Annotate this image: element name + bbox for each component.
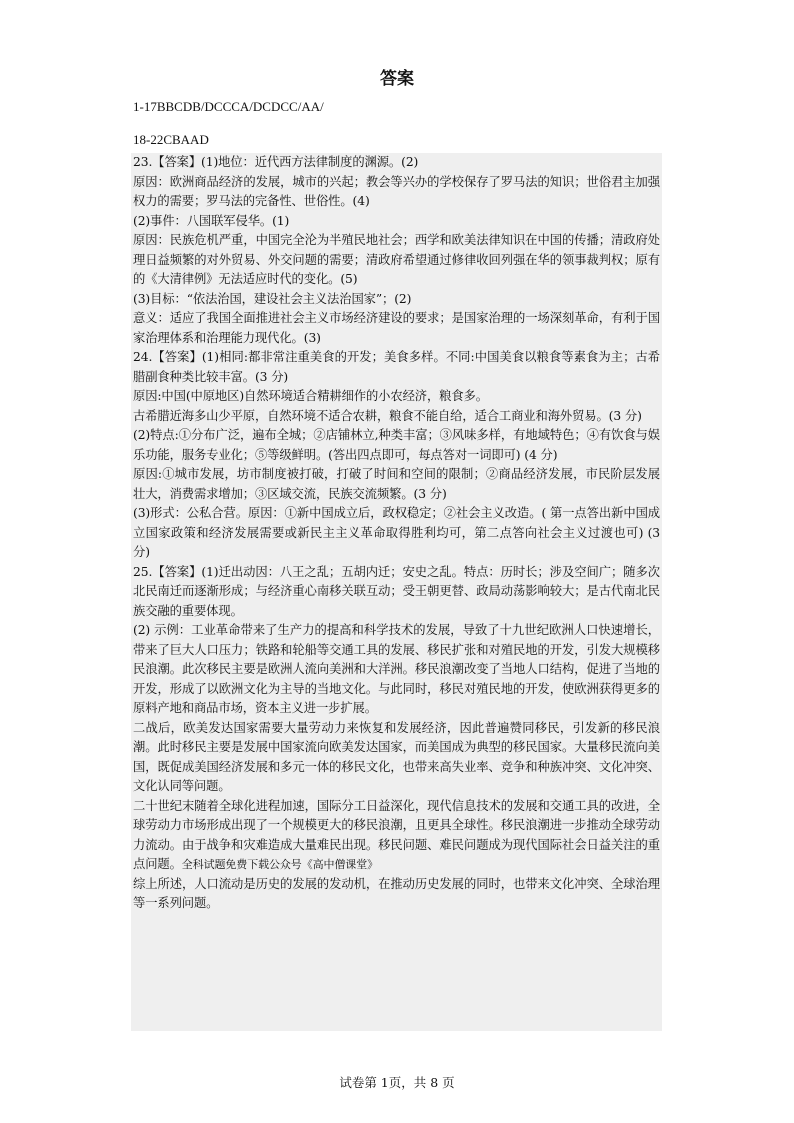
q23-part1-reason: 原因：欧洲商品经济的发展，城市的兴起；教会等兴办的学校保存了罗马法的知识；世俗君主加强权力的需要；罗马法的完备性、世俗性。(4) (133, 174, 660, 208)
page-title: 答案 (380, 69, 414, 89)
q25-conclusion: 综上所述，人口流动是历史的发展的发动机，在推动历史发展的同时，也带来文化冲突、全球治理等一系列问题。 (133, 876, 660, 910)
q24-part3-answer: (3)形式：公私合营。原因：①新中国成立后，政权稳定；②社会主义改造。( 第一点答出新中国成立国家政策和经济发展需要或新民主主义革命取得胜利均可，第二点答向社会主义过渡也可) (3 分) (133, 506, 660, 559)
q24-part2-features: (2)特点:①分布广泛，遍布全城；②店铺林立,种类丰富；③风味多样，有地域特色；④有饮食与娱乐功能，服务专业化；⑤等级鲜明。(答出四点即可，每点答对一词即可) (4 分) (133, 428, 660, 462)
q23-part1-answer: 23.【答案】(1)地位：近代西方法律制度的渊源。(2) (133, 155, 419, 169)
q24-part1-reason-china: 原因:中国(中原地区)自然环境适合精耕细作的小农经济，粮食多。 (133, 389, 488, 403)
q24-part2-reason: 原因:①城市发展，坊市制度被打破，打破了时间和空间的限制；②商品经济发展，市民阶层发展壮大，消费需求增加；③区域交流，民族交流频繁。(3 分) (133, 467, 660, 501)
q25-part2-example-3 (133, 797, 660, 875)
q25-part2-example-2: 二战后，欧美发达国家需要大量劳动力来恢复和发展经济，因此普遍赞同移民，引发新的移民浪潮。此时移民主要是发展中国家流向欧美发达国家，而美国成为典型的移民国家。大量移民流向美国，既促成美国经济发展和多元一体的移民文化，也带来高失业率、竞争和种族冲突、文化冲突、文化认同等问题。 (133, 720, 660, 793)
q25-part1-answer: 25.【答案】(1)迁出动因：八王之乱；五胡内迁；安史之乱。特点：历时长；涉及空间广；随多次北民南迁而逐渐形成；与经济重心南移关联互动；受王朝更替、政局动荡影响较大；是古代南北民族交融的重要体现。 (133, 564, 660, 618)
q23-part2-reason: 原因：民族危机严重，中国完全沦为半殖民地社会；西学和欧美法律知识在中国的传播；清政府处理日益频繁的对外贸易、外交问题的需要；清政府希望通过修律收回列强在华的领事裁判权；原有的《大清律例》无法适应时代的变化。(5) (133, 233, 660, 286)
q25-part2-example-1: (2) 示例：工业革命带来了生产力的提高和科学技术的发展，导致了十九世纪欧洲人口快速增长，带来了巨大人口压力；铁路和轮船等交通工具的发展、移民扩张和对殖民地的开发，引发大规模移民浪潮。此次移民主要是欧洲人流向美洲和大洋洲。移民浪潮改变了当地人口结构，促进了当地的开发，形成了以欧洲文化为主导的当地文化。与此同时，移民对殖民地的开发，使欧洲获得更多的原料产地和商品市场，资本主义进一步扩展。 (133, 623, 660, 715)
q24-part1-reason-greece: 古希腊近海多山少平原，自然环境不适合农耕，粮食不能自给，适合工商业和海外贸易。(3 分) (133, 408, 642, 423)
mc-answers-line-2: 18-22CBAAD (133, 132, 209, 147)
q24-part1-answer: 24.【答案】(1)相同:都非常注重美食的开发；美食多样。不同:中国美食以粮食等素食为主；古希腊副食种类比较丰富。(3 分) (133, 350, 660, 384)
mc-answers-line-1: 1-17BBCDB/DCCCA/DCDCC/AA/ (133, 99, 324, 114)
q23-part3-significance: 意义：适应了我国全面推进社会主义市场经济建设的要求；是国家治理的一场深刻革命，有利于国家治理体系和治理能力现代化。(3) (133, 311, 660, 345)
watermark-note: 全科试题免费下载公众号《高中僧课堂》 (181, 858, 378, 871)
q23-part3-goal: (3)目标：“依法治国，建设社会主义法治国家”；(2) (133, 291, 412, 306)
q25-part2-example-3-text: 二十世纪末随着全球化进程加速，国际分工日益深化，现代信息技术的发展和交通工具的改进，全球劳动力市场形成出现了一个规模更大的移民浪潮，且更具全球性。移民浪潮进一步推动全球劳动力流动。由于战争和灾难造成大量难民出现。移民问题、难民问题成为现代国际社会日益关注的重点问题。 (133, 798, 660, 871)
q23-part2-event: (2)事件：八国联军侵华。(1) (133, 213, 290, 228)
page-footer: 试卷第 1页，共 8 页 (339, 1075, 455, 1090)
answer-body (131, 153, 662, 1031)
